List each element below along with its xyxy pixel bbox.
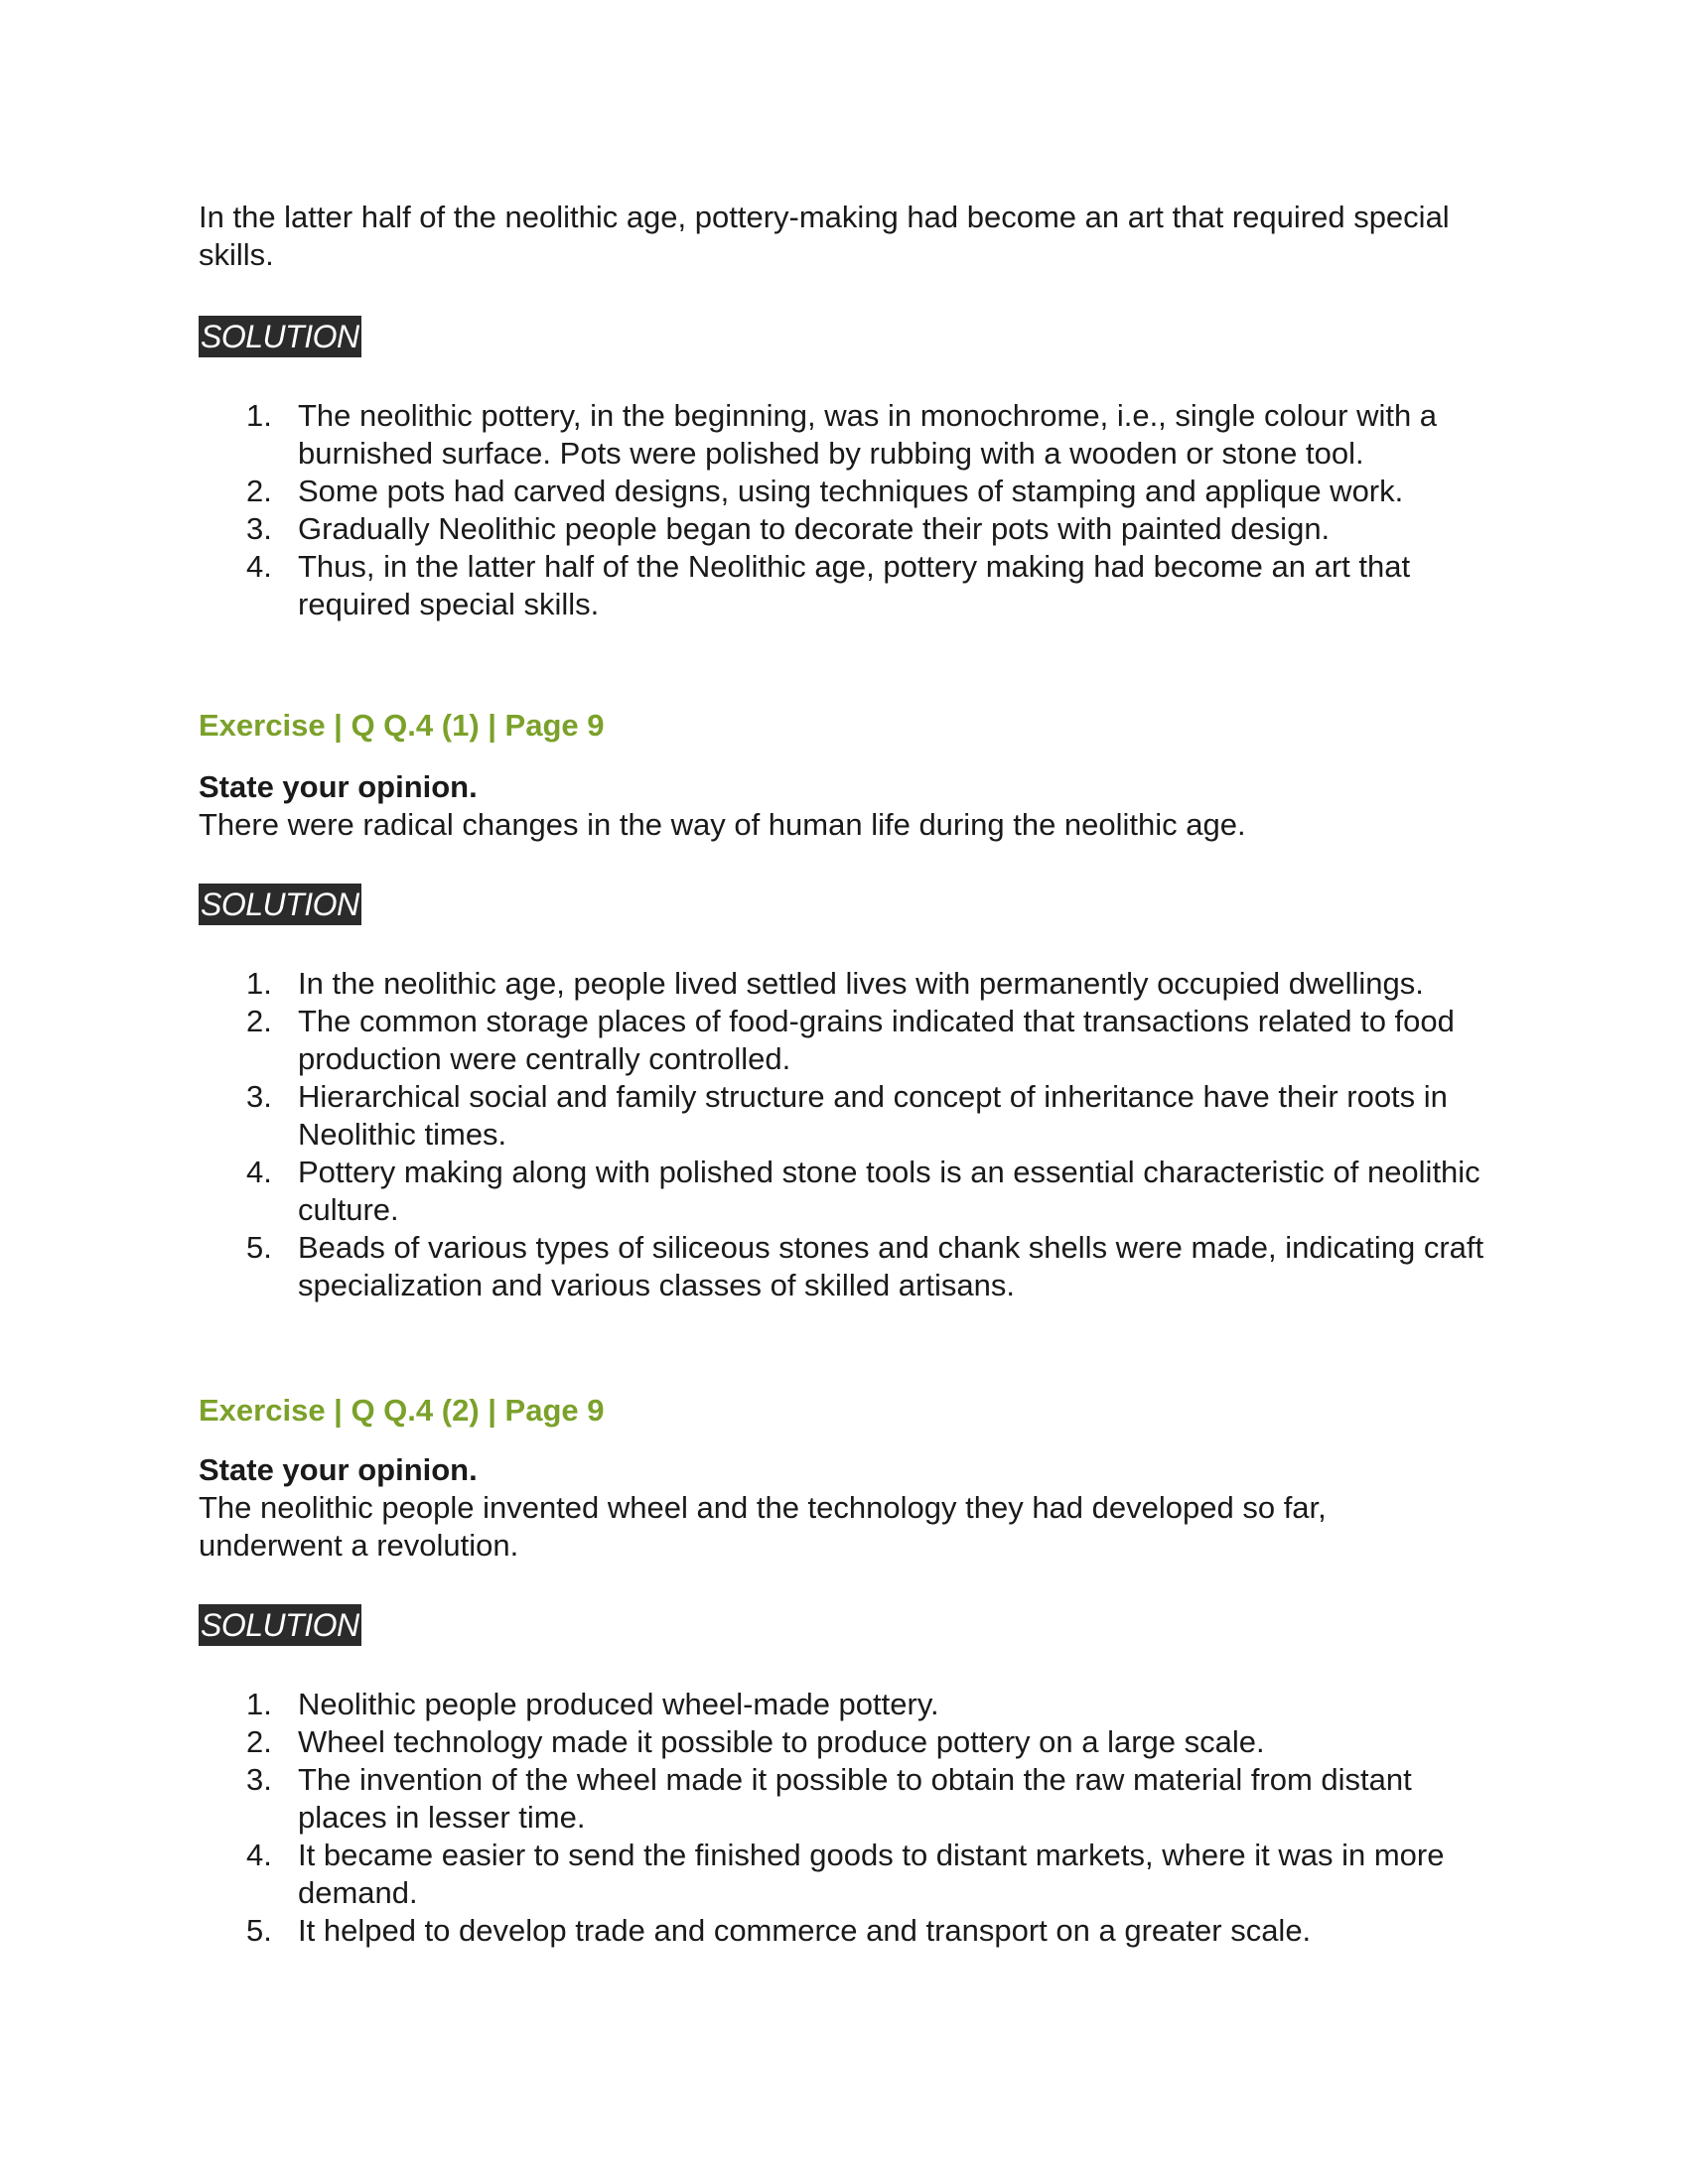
- solution-list-2: [199, 965, 1489, 1304]
- list-item: [199, 1723, 1489, 1761]
- list-number: 3.: [246, 1079, 272, 1114]
- list-item-text: Neolithic people produced wheel-made pottery.: [298, 1687, 939, 1721]
- solution-badge: SOLUTION: [199, 1604, 361, 1646]
- list-item: [199, 397, 1519, 473]
- list-item: [199, 1912, 1489, 1950]
- opinion-prompt-2: State your opinion.: [199, 1452, 478, 1487]
- solution-list-3: [199, 1686, 1489, 1950]
- list-item: [199, 548, 1519, 623]
- list-number: 3.: [246, 511, 272, 546]
- list-item-text: It became easier to send the finished goods to distant markets, where it was in more demand.: [298, 1838, 1445, 1910]
- list-item-text: Hierarchical social and family structure and concept of inheritance have their roots in Neolithic times.: [298, 1079, 1448, 1152]
- list-item-text: Gradually Neolithic people began to decorate their pots with painted design.: [298, 511, 1331, 546]
- exercise-heading-2: Exercise | Q Q.4 (2) | Page 9: [199, 1393, 605, 1428]
- list-item-text: Wheel technology made it possible to produce pottery on a large scale.: [298, 1724, 1265, 1759]
- list-number: 5.: [246, 1230, 272, 1265]
- opinion-statement-1: There were radical changes in the way of human life during the neolithic age.: [199, 807, 1246, 842]
- list-number: 1.: [246, 398, 272, 433]
- list-item-text: Thus, in the latter half of the Neolithic age, pottery making had become an art that required special skills.: [298, 549, 1411, 621]
- intro-statement: In the latter half of the neolithic age, pottery-making had become an art that required special skills.: [199, 200, 1450, 272]
- list-item: [199, 1003, 1489, 1078]
- list-item-text: Some pots had carved designs, using techniques of stamping and applique work.: [298, 474, 1404, 508]
- list-item: [199, 1837, 1489, 1912]
- exercise-heading-1: Exercise | Q Q.4 (1) | Page 9: [199, 708, 605, 743]
- list-item-text: The neolithic pottery, in the beginning, was in monochrome, i.e., single colour with a burnished surface. Pots were polished by rubbing with a wooden or stone tool.: [298, 398, 1438, 471]
- list-number: 3.: [246, 1762, 272, 1797]
- list-number: 2.: [246, 1004, 272, 1038]
- list-item: [199, 1229, 1489, 1304]
- list-number: 4.: [246, 1838, 272, 1872]
- list-number: 1.: [246, 1687, 272, 1721]
- list-item: [199, 965, 1489, 1003]
- list-number: 2.: [246, 1724, 272, 1759]
- list-item-text: The common storage places of food-grains indicated that transactions related to food production were centrally controlled.: [298, 1004, 1455, 1076]
- solution-badge: SOLUTION: [199, 316, 361, 357]
- list-item: [199, 1154, 1489, 1229]
- list-number: 4.: [246, 1155, 272, 1189]
- opinion-prompt-1: State your opinion.: [199, 769, 478, 804]
- list-item-text: The invention of the wheel made it possible to obtain the raw material from distant places in lesser time.: [298, 1762, 1412, 1835]
- list-item: [199, 510, 1519, 548]
- list-item-text: In the neolithic age, people lived settled lives with permanently occupied dwellings.: [298, 966, 1424, 1001]
- solution-badge: SOLUTION: [199, 884, 361, 925]
- solution-list-1: [199, 397, 1519, 623]
- list-item: [199, 473, 1519, 510]
- list-number: 1.: [246, 966, 272, 1001]
- list-item-text: It helped to develop trade and commerce and transport on a greater scale.: [298, 1913, 1312, 1948]
- list-item: [199, 1761, 1489, 1837]
- list-number: 4.: [246, 549, 272, 584]
- opinion-statement-2: The neolithic people invented wheel and the technology they had developed so far, underwent a revolution.: [199, 1490, 1327, 1563]
- list-item-text: Beads of various types of siliceous stones and chank shells were made, indicating craft specialization and various classes of skilled artisans.: [298, 1230, 1484, 1302]
- list-item: [199, 1078, 1489, 1154]
- list-item: [199, 1686, 1489, 1723]
- list-number: 2.: [246, 474, 272, 508]
- list-number: 5.: [246, 1913, 272, 1948]
- list-item-text: Pottery making along with polished stone tools is an essential characteristic of neolithic culture.: [298, 1155, 1480, 1227]
